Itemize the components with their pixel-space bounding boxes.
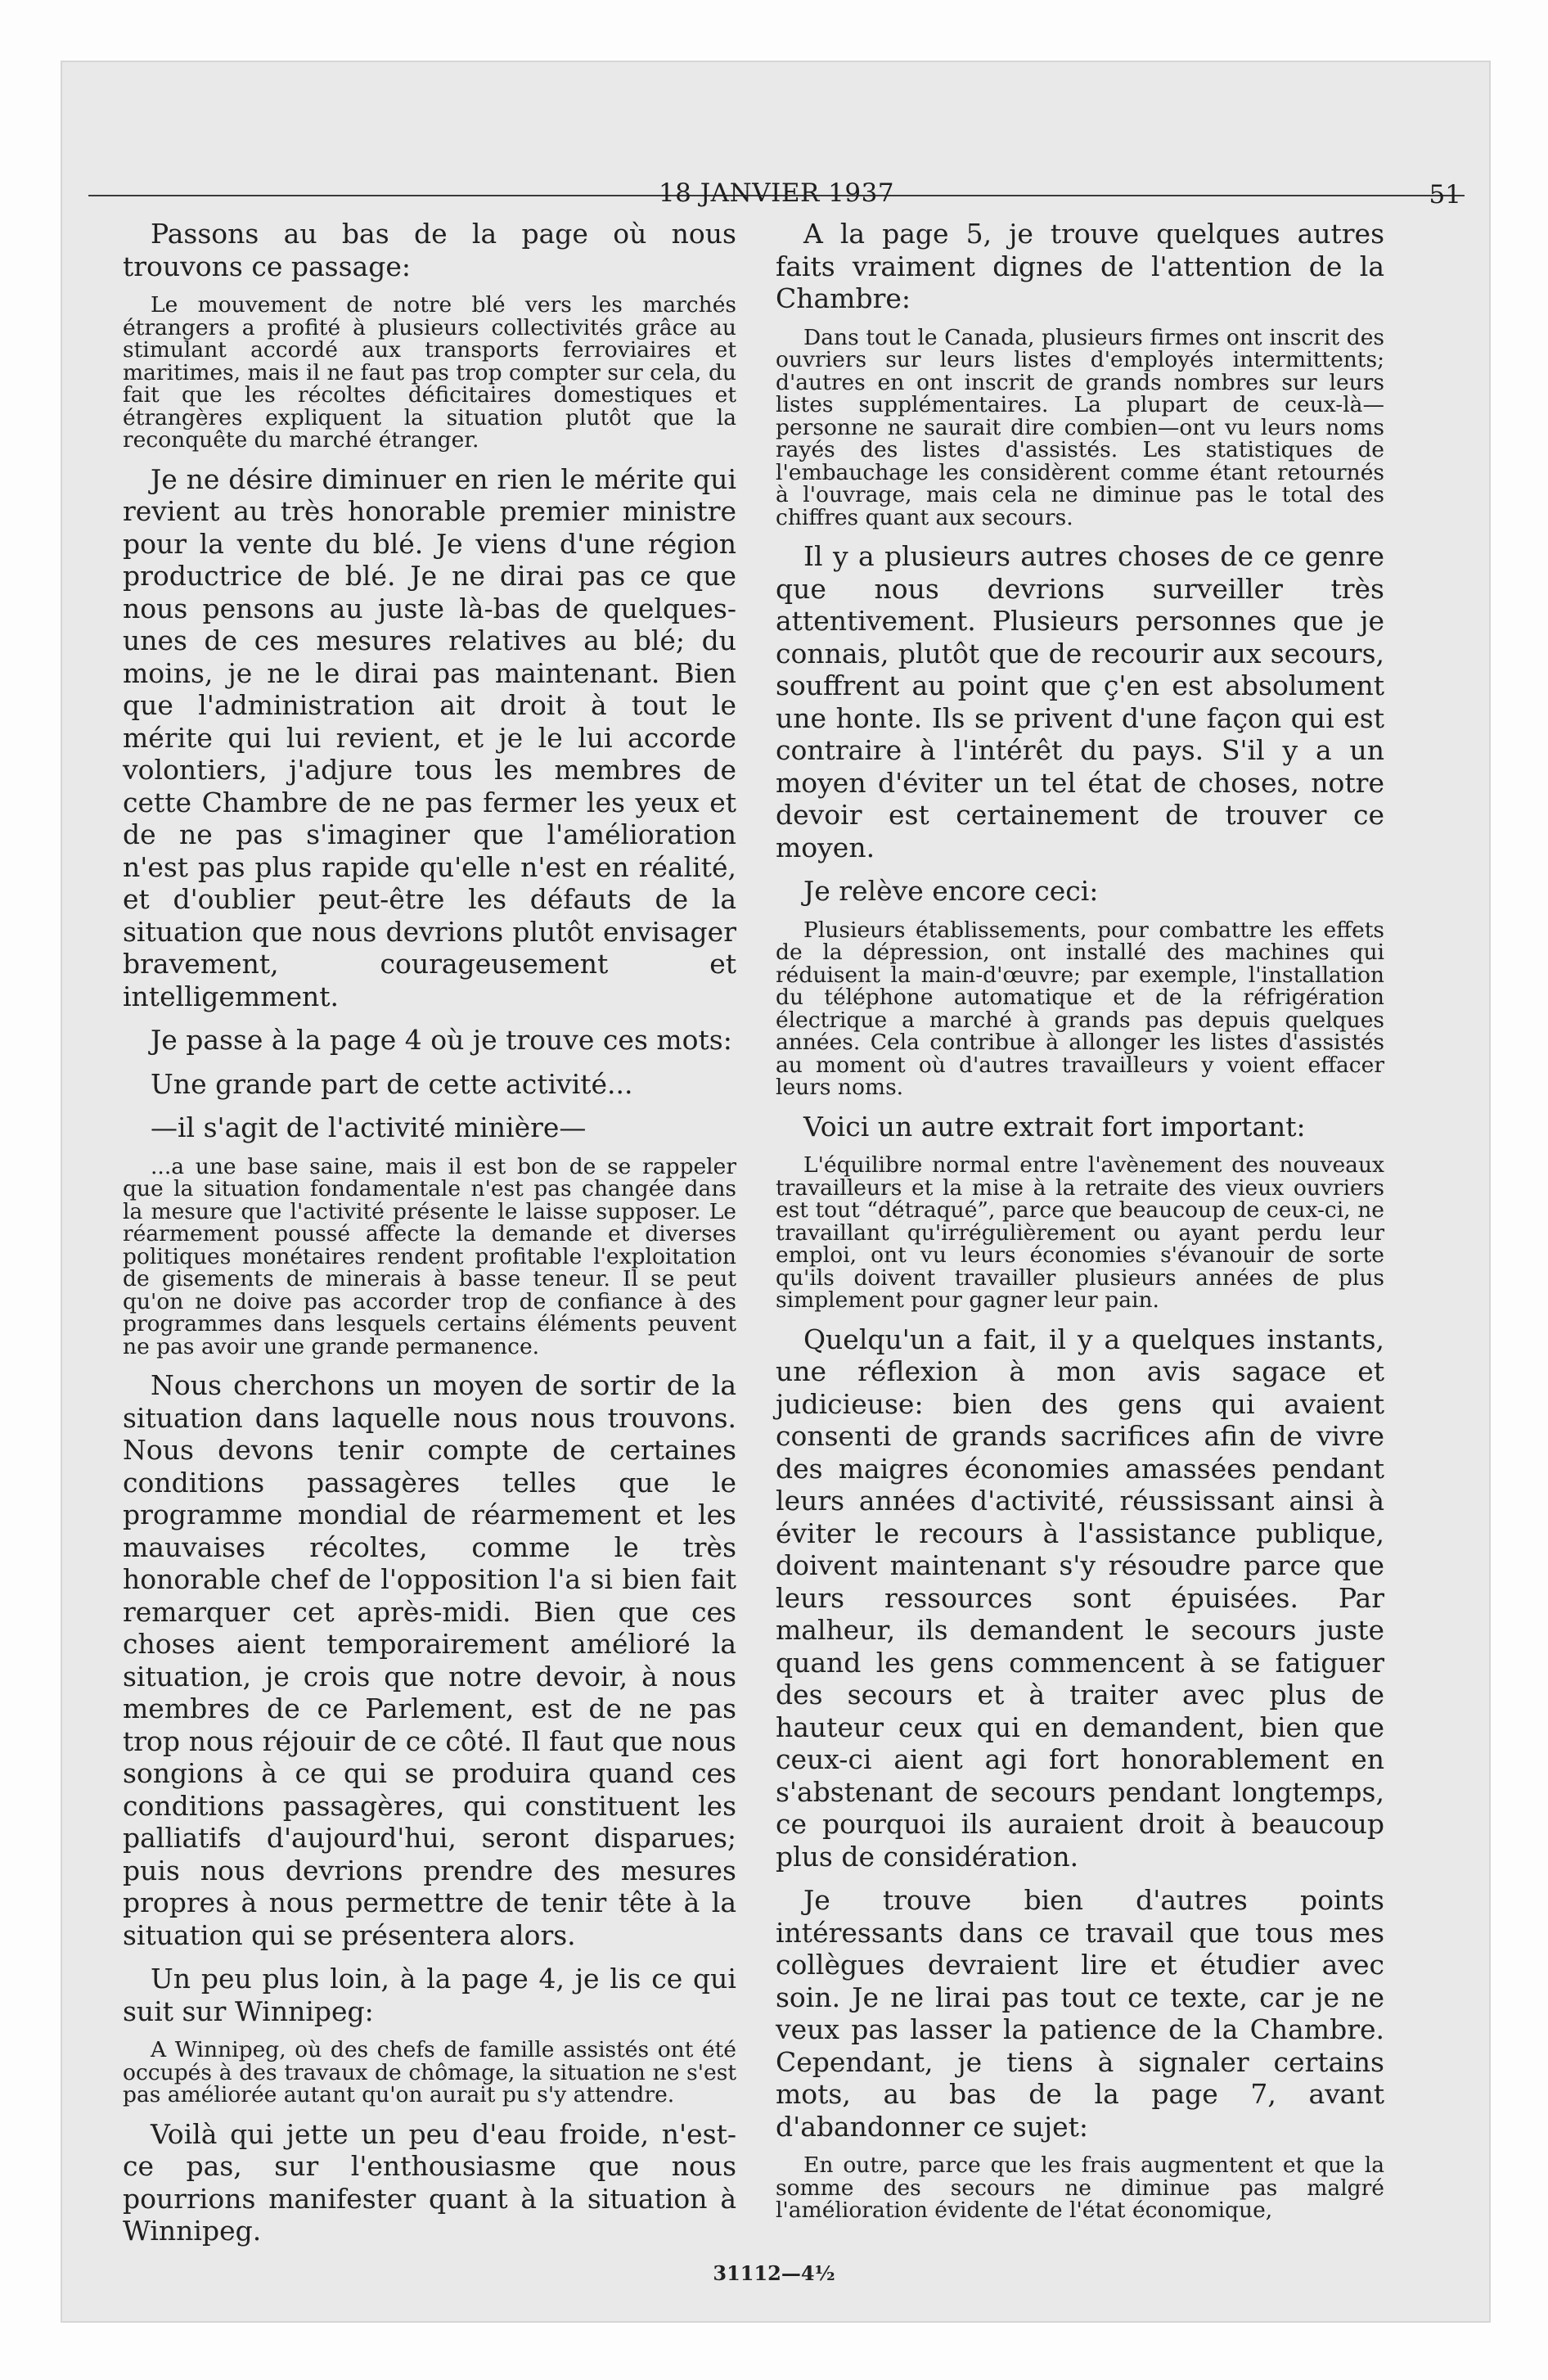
quotation: Le mouvement de notre blé vers les marchés étrangers a profité à plusieurs collectivités grâce au stimulant accordé aux transports ferroviaires et maritimes, mais il ne faut pas trop compter sur cela, du fait que les récoltes déficitaires domestiques et étrangères expliquent la situation plutôt que la reconquête du marché étranger. xyxy=(123,292,736,453)
paragraph: Je passe à la page 4 où je trouve ces mots: xyxy=(151,1024,732,1056)
paragraph: Je ne désire diminuer en rien le mérite qui revient au très honorable premier ministre pour la vente du blé. Je viens d'une région productrice de blé. Je ne dirai pas ce que nous pensons au juste là-bas de quelques-unes de ces mesures relatives au blé; du moins, je ne le dirai pas maintenant. Bien que l'administration ait droit à tout le mérite qui lui revient, et je le lui accorde volontiers, j'adjure tous les membres de cette Chambre de ne pas fermer les yeux et de ne pas s'imaginer que l'amélioration n'est pas plus rapide qu'elle n'est en réalité, et d'oublier peut-être les défauts de la situation que nous devrions plutôt envisager bravement, courageusement et intelligemment. xyxy=(123,462,736,1012)
paragraph: Un peu plus loin, à la page 4, je lis ce qui suit sur Winnipeg: xyxy=(123,1963,736,2027)
paragraph: Voici un autre extrait fort important: xyxy=(803,1110,1306,1143)
paragraph: Passons au bas de la page où nous trouvons ce passage: xyxy=(123,218,736,282)
paragraph: Voilà qui jette un peu d'eau froide, n'est-ce pas, sur l'enthousiasme que nous pourrions manifester quant à la situation à Winnipeg. xyxy=(123,2117,736,2247)
running-header xyxy=(88,116,1465,210)
quotation: En outre, parce que les frais augmentent et que la somme des secours ne diminue pas malgré l'amélioration évidente de l'état économique, xyxy=(776,2152,1384,2223)
paragraph: Je relève encore ceci: xyxy=(803,875,1099,907)
paragraph: A la page 5, je trouve quelques autres faits vraiment dignes de l'attention de la Chambre: xyxy=(776,218,1384,314)
header-date: 18 JANVIER 1937 xyxy=(658,178,895,208)
quotation: Dans tout le Canada, plusieurs firmes ont inscrit des ouvriers sur leurs listes d'employés intermittents; d'autres en ont inscrit de grands nombres sur leurs listes supplémentaires. La plupart de ceux-là—personne ne saurait dire combien—ont vu leurs noms rayés des listes d'assistés. Les statistiques de l'embauchage les considèrent comme étant retournés à l'ouvrage, mais cela ne diminue pas le total des chiffres quant aux secours. xyxy=(776,324,1384,530)
paragraph: Nous cherchons un moyen de sortir de la situation dans laquelle nous nous trouvons. Nous devons tenir compte de certaines conditions passagères telles que le programme mondial de réarmement et les mauvaises récoltes, comme le très honorable chef de l'opposition l'a si bien fait remarquer cet après-midi. Bien que ces choses aient temporairement amélioré la situation, je crois que notre devoir, à nous membres de ce Parlement, est de ne pas trop nous réjouir de ce côté. Il faut que nous songions à ce qui se produira quand ces conditions passagères, qui constituent les palliatifs d'aujourd'hui, seront disparues; puis nous devrions prendre des mesures propres à nous permettre de tenir tête à la situation qui se présentera alors. xyxy=(123,1369,736,1951)
interjection: —il s'agit de l'activité minière— xyxy=(151,1111,587,1143)
printer-signature: 31112—4½ xyxy=(713,2261,835,2285)
paragraph: Il y a plusieurs autres choses de ce genre que nous devrions surveiller très attentivement. Plusieurs personnes que je connais, plutôt que de recourir aux secours, souffrent au point que ç'en est absolument une honte. Ils se privent d'une façon qui est contraire à l'intérêt du pays. S'il y a un moyen d'éviter un tel état de choses, notre devoir est certainement de trouver ce moyen. xyxy=(776,540,1384,863)
quotation: ...a une base saine, mais il est bon de se rappeler que la situation fondamentale n'est pas changée dans la mesure que l'activité présente le laisse supposer. Le réarmement poussé affecte la demande et diverses politiques monétaires rendent profitable l'exploitation de gisements de minerais à basse teneur. Il se peut qu'on ne doive pas accorder trop de confiance à des programmes dans lesquels certains éléments peuvent ne pas avoir une grande permanence. xyxy=(123,1153,736,1359)
quotation: L'équilibre normal entre l'avènement des nouveaux travailleurs et la mise à la retraite des vieux ouvriers est tout “détraqué”, parce que beaucoup de ceux-ci, ne travaillant qu'irrégulièrement ou ayant perdu leur emploi, ont vu leurs économies s'évanouir de sorte qu'ils doivent travailler plusieurs années de plus simplement pour gagner leur pain. xyxy=(776,1152,1384,1313)
quotation: Plusieurs établissements, pour combattre les effets de la dépression, ont installé des machines qui réduisent la main-d'œuvre; par exemple, l'installation du téléphone automatique et de la réfrigération électrique a marché à grands pas depuis quelques années. Cela contribue à allonger les listes d'assistés au moment où d'autres travailleurs y voient effacer leurs noms. xyxy=(776,917,1384,1100)
quotation-intro: Une grande part de cette activité... xyxy=(151,1067,633,1100)
right-column xyxy=(776,218,1384,2234)
quotation: A Winnipeg, où des chefs de famille assistés ont été occupés à des travaux de chômage, la situation ne s'est pas améliorée autant qu'on aurait pu s'y attendre. xyxy=(123,2037,736,2107)
page-number: 51 xyxy=(1429,180,1461,210)
left-column xyxy=(123,218,736,2259)
paragraph: Quelqu'un a fait, il y a quelques instants, une réflexion à mon avis sagace et judicieuse: bien des gens qui avaient consenti de grands sacrifices afin de vivre des maigres économies amassées pendant leurs années d'activité, réussissant ainsi à éviter le recours à l'assistance publique, doivent maintenant s'y résoudre parce que leurs ressources sont épuisées. Par malheur, ils demandent le secours juste quand les gens commencent à se fatiguer des secours et à traiter avec plus de hauteur ceux qui en demandent, bien que ceux-ci aient agi fort honorablement en s'abstenant de secours pendant longtemps, ce pourquoi ils auraient droit à beaucoup plus de considération. xyxy=(776,1323,1384,1873)
paragraph: Je trouve bien d'autres points intéressants dans ce travail que tous mes collègues devraient lire et étudier avec soin. Je ne lirai pas tout ce texte, car je ne veux pas lasser la patience de la Chambre. Cependant, je tiens à signaler certains mots, au bas de la page 7, avant d'abandonner ce sujet: xyxy=(776,1884,1384,2143)
